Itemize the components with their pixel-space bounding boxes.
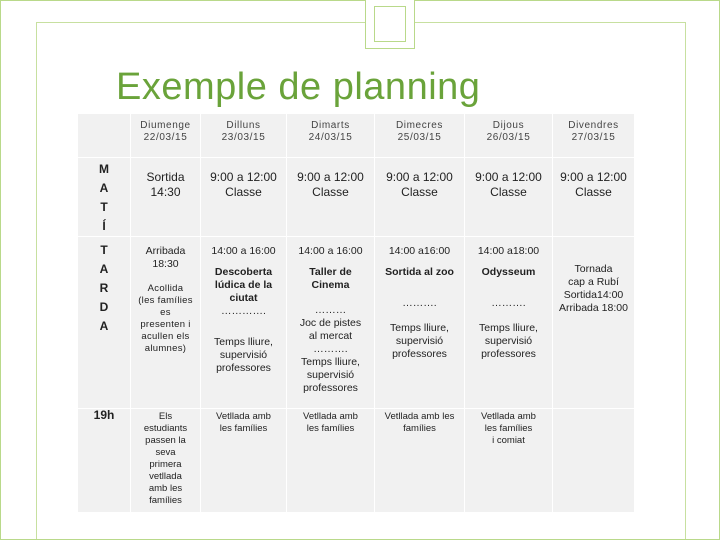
day-name: Dilluns: [226, 120, 261, 131]
free-time-note: Temps lliure, supervisió professores: [390, 322, 449, 360]
nit-cell-sunday: Els estudiants passen la seva primera vetllada amb les famílies: [130, 409, 200, 513]
row-label-text: M A T Í: [99, 162, 109, 233]
activity-name: Descoberta lúdica de la ciutat: [214, 266, 273, 304]
day-name: Dimecres: [395, 120, 444, 131]
day-date: 27/03/15: [571, 132, 616, 143]
activity-time: 14:00 a18:00: [477, 245, 540, 257]
day-name: Diumenge: [140, 120, 191, 131]
planning-table: [78, 114, 634, 513]
mati-cell-thursday: 9:00 a 12:00 Classe: [464, 158, 552, 237]
day-date: 22/03/15: [143, 132, 188, 143]
morning-row: [78, 158, 634, 237]
activity-time: 14:00 a16:00: [388, 245, 451, 257]
extra-activities: Joc de pistes al mercat ………. Temps lliure, supervisió professores: [299, 317, 362, 394]
activity-name: Taller de Cinema: [309, 266, 352, 291]
day-date: 24/03/15: [308, 132, 353, 143]
day-date: 23/03/15: [221, 132, 266, 143]
afternoon-row: [78, 237, 634, 409]
dots-separator: ………: [314, 304, 347, 316]
day-name: Divendres: [568, 120, 619, 131]
dots-separator: ……….: [491, 297, 526, 309]
day-date: 25/03/15: [397, 132, 442, 143]
decorative-square: [365, 0, 415, 49]
dots-separator: ………….: [221, 305, 266, 317]
activity-name: Sortida al zoo: [385, 266, 454, 278]
activity-name: Odysseum: [481, 266, 536, 278]
row-label-tarda: [78, 237, 130, 409]
day-name: Dijous: [492, 120, 525, 131]
nit-cell-friday: [552, 409, 634, 513]
return-info: Tornada cap a Rubí Sortida14:00 Arribada 18:00: [559, 263, 628, 314]
mati-cell-sunday: Sortida 14:30: [130, 158, 200, 237]
nit-cell-monday: Vetllada amb les famílies: [200, 409, 286, 513]
corner-cell: [78, 114, 130, 158]
row-label-text: T A R D A: [99, 243, 109, 333]
tarda-cell-wednesday: [374, 237, 464, 409]
day-header-friday: [552, 114, 634, 158]
mati-cell-friday: 9:00 a 12:00 Classe: [552, 158, 634, 237]
nit-cell-tuesday: Vetllada amb les famílies: [286, 409, 374, 513]
tarda-cell-friday: [552, 237, 634, 409]
activity-time: 14:00 a 16:00: [211, 245, 276, 257]
tarda-cell-thursday: [464, 237, 552, 409]
nit-cell-wednesday: Vetllada amb les famílies: [374, 409, 464, 513]
tarda-cell-tuesday: [286, 237, 374, 409]
day-name: Dimarts: [311, 120, 350, 131]
day-header-monday: [200, 114, 286, 158]
arrival-time: Arribada 18:30: [145, 245, 186, 270]
free-time-note: Temps lliure, supervisió professores: [214, 336, 273, 374]
day-header-sunday: [130, 114, 200, 158]
tarda-cell-sunday: [130, 237, 200, 409]
welcome-note: Acollida (les famílies es presenten i acullen els alumnes): [138, 283, 193, 354]
activity-time: 14:00 a 16:00: [298, 245, 363, 257]
dots-separator: ……….: [402, 297, 437, 309]
row-label-mati: [78, 158, 130, 237]
mati-cell-monday: 9:00 a 12:00 Classe: [200, 158, 286, 237]
mati-cell-tuesday: 9:00 a 12:00 Classe: [286, 158, 374, 237]
nit-cell-thursday: Vetllada amb les famílies i comiat: [464, 409, 552, 513]
header-row: [78, 114, 634, 158]
mati-cell-wednesday: 9:00 a 12:00 Classe: [374, 158, 464, 237]
evening-row: [78, 409, 634, 513]
row-label-19h: 19h: [78, 409, 130, 513]
free-time-note: Temps lliure, supervisió professores: [479, 322, 538, 360]
page-title: Exemple de planning: [116, 66, 481, 108]
day-date: 26/03/15: [486, 132, 531, 143]
day-header-thursday: [464, 114, 552, 158]
day-header-wednesday: [374, 114, 464, 158]
day-header-tuesday: [286, 114, 374, 158]
tarda-cell-monday: [200, 237, 286, 409]
